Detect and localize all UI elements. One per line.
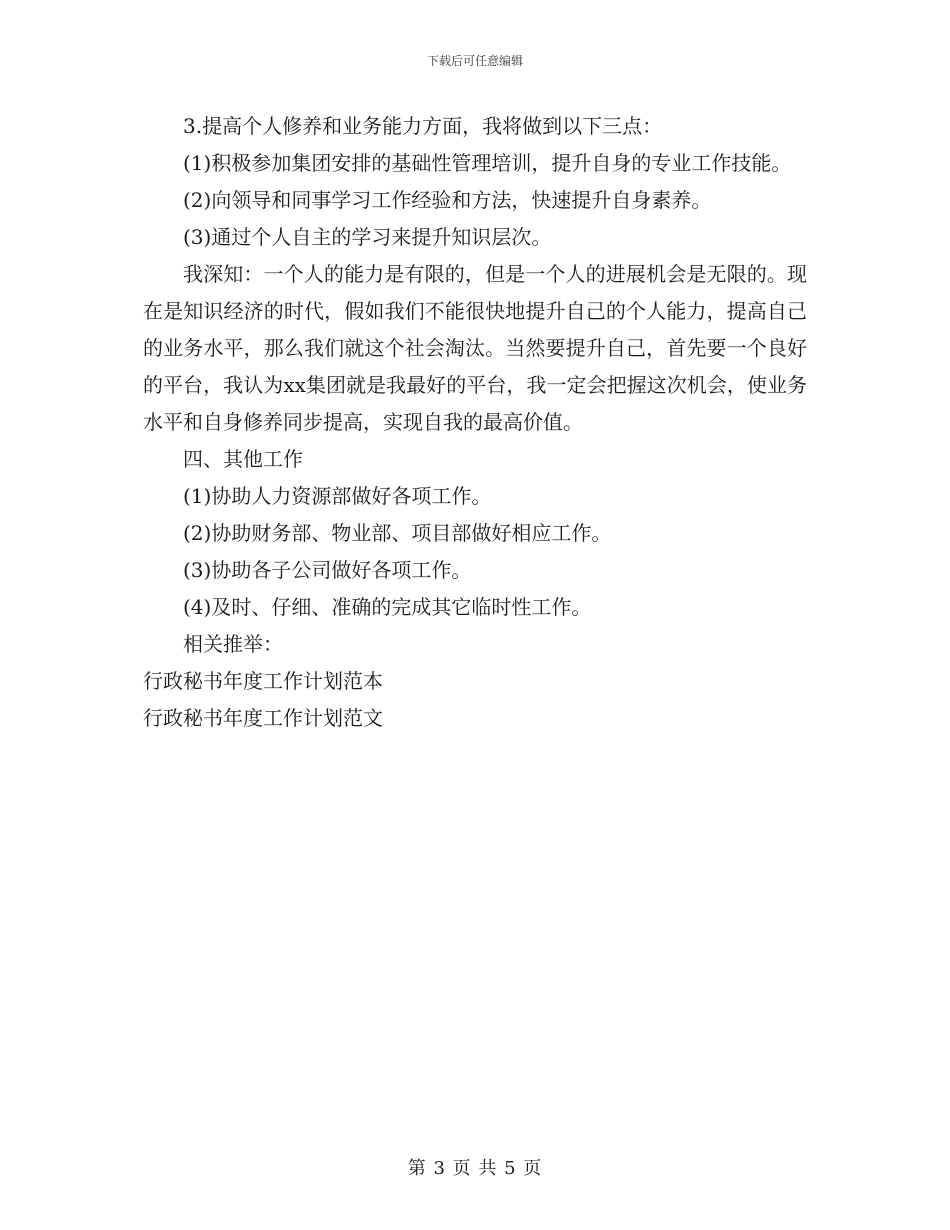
paragraph-other-item-1: (1)协助人力资源部做好各项工作。 bbox=[183, 484, 492, 508]
paragraph-item-1: (1)积极参加集团安排的基础性管理培训，提升自身的专业工作技能。 bbox=[183, 151, 792, 175]
related-link-1[interactable]: 行政秘书年度工作计划范本 bbox=[143, 669, 383, 693]
page-number: 第 3 页 共 5 页 bbox=[407, 1158, 543, 1179]
paragraph-item-2: (2)向领导和同事学习工作经验和方法，快速提升自身素养。 bbox=[183, 188, 712, 212]
document-body bbox=[143, 108, 807, 737]
page-header: 下载后可任意编辑 bbox=[426, 54, 523, 68]
paragraph-conclusion: 我深知：一个人的能力是有限的，但是一个人的进展机会是无限的。现在是知识经济的时代，假如我们不能很快地提升自己的个人能力，提高自己的业务水平，那么我们就这个社会淘汰。当然要提升自己，首先要一个良好的平台，我认为xx集团就是我最好的平台，我一定会把握这次机会，使业务水平和自身修养同步提高，实现自我的最高价值。 bbox=[143, 262, 807, 434]
paragraph-point-3: 3.提高个人修养和业务能力方面，我将做到以下三点： bbox=[183, 114, 663, 138]
paragraph-other-item-2: (2)协助财务部、物业部、项目部做好相应工作。 bbox=[183, 521, 612, 545]
paragraph-item-3: (3)通过个人自主的学习来提升知识层次。 bbox=[183, 225, 552, 249]
related-link-2[interactable]: 行政秘书年度工作计划范文 bbox=[143, 706, 383, 730]
paragraph-other-item-3: (3)协助各子公司做好各项工作。 bbox=[183, 558, 472, 582]
paragraph-other-item-4: (4)及时、仔细、准确的完成其它临时性工作。 bbox=[183, 595, 592, 619]
section-heading-other-work: 四、其他工作 bbox=[183, 447, 303, 471]
related-heading: 相关推举： bbox=[183, 632, 283, 656]
